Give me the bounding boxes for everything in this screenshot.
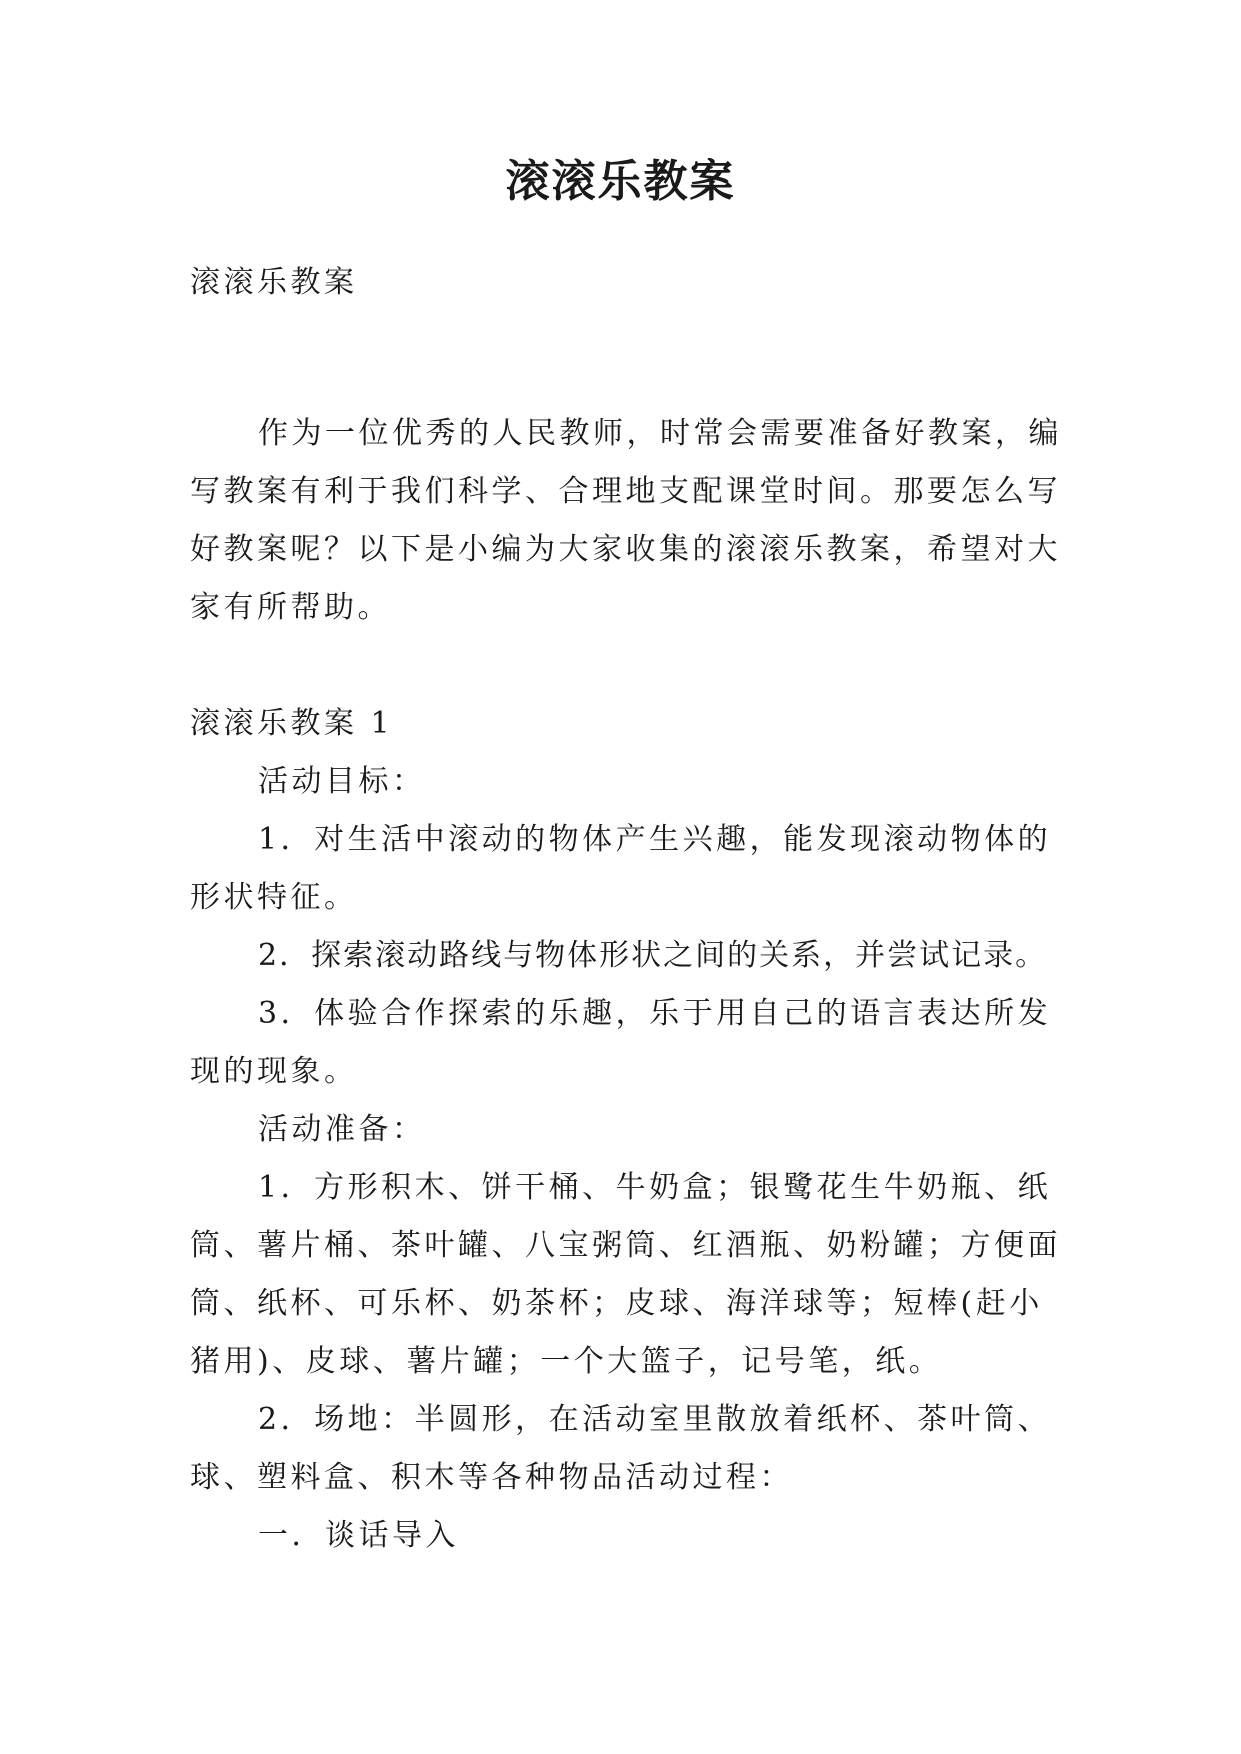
document-title: 滚滚乐教案	[505, 156, 736, 207]
goal-item-3: 3．体验合作探索的乐趣，乐于用自己的语言表达所发现的现象。	[190, 996, 1052, 1089]
goal-item-2: 2．探索滚动路线与物体形状之间的关系，并尝试记录。	[258, 938, 1048, 973]
intro-block	[190, 405, 1062, 637]
section-heading: 滚滚乐教案 1	[190, 706, 394, 741]
prep-item-1: 1．方形积木、饼干桶、牛奶盒；银鹭花生牛奶瓶、纸筒、薯片桶、茶叶罐、八宝粥筒、红酒瓶、奶粉罐；方便面筒、纸杯、可乐杯、奶茶杯；皮球、海洋球等；短棒(赶小猪用)、皮球、薯片罐；一个大篮子，记号笔，纸。	[190, 1170, 1061, 1379]
document-subtitle: 滚滚乐教案	[190, 265, 358, 300]
prep-heading: 活动准备：	[258, 1112, 426, 1147]
prep-item-2: 2．场地：半圆形，在活动室里散放着纸杯、茶叶筒、球、塑料盒、积木等各种物品活动过程：	[190, 1402, 1052, 1495]
document-subtitle-block	[190, 254, 1062, 312]
goals-heading: 活动目标：	[258, 764, 426, 799]
intro-paragraph: 作为一位优秀的人民教师，时常会需要准备好教案，编写教案有利于我们科学、合理地支配课堂时间。那要怎么写好教案呢？以下是小编为大家收集的滚滚乐教案，希望对大家有所帮助。	[190, 416, 1062, 625]
goal-item-1: 1．对生活中滚动的物体产生兴趣，能发现滚动物体的形状特征。	[190, 822, 1052, 915]
section-1	[190, 695, 1062, 1565]
step-item-1: 一．谈话导入	[258, 1518, 459, 1553]
